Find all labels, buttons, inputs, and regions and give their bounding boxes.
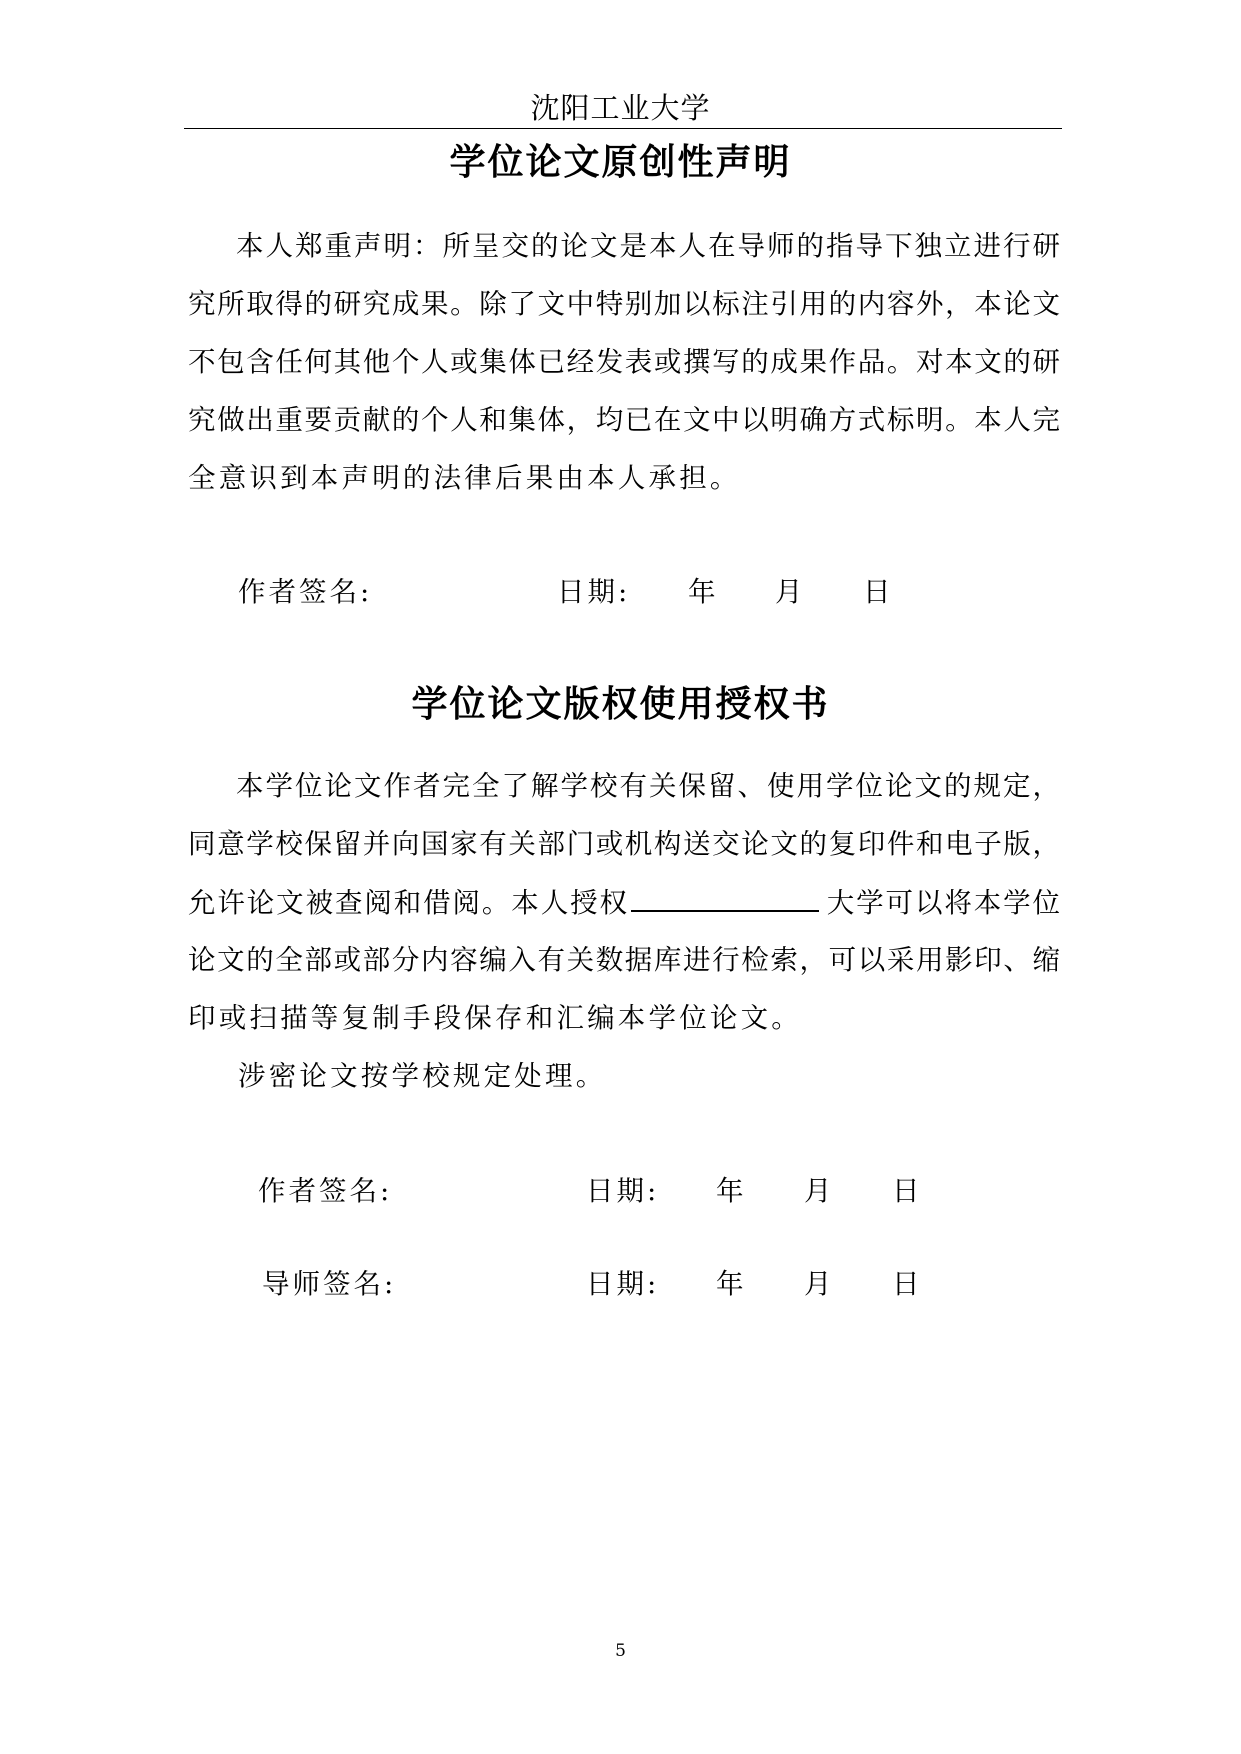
page-number: 5 [615, 1641, 626, 1661]
declaration-date-year: 年 [688, 576, 719, 608]
declaration-line-5: 全意识到本声明的法律后果由本人承担。 [188, 462, 741, 494]
authorization-line-2: 同意学校保留并向国家有关部门或机构送交论文的复印件和电子版， [188, 828, 1060, 860]
declaration-line-3: 不包含任何其他个人或集体已经发表或撰写的成果作品。对本文的研 [188, 346, 1060, 378]
authorization-line-4: 论文的全部或部分内容编入有关数据库进行检索，可以采用影印、缩 [188, 944, 1060, 976]
supervisor-signature-label: 导师签名: [262, 1268, 397, 1300]
confidential-note: 涉密论文按学校规定处理。 [238, 1060, 607, 1092]
header-divider [184, 128, 1062, 129]
declaration-author-signature-label: 作者签名: [238, 576, 373, 608]
author-date-year: 年 [716, 1175, 747, 1207]
supervisor-date-day: 日 [892, 1268, 923, 1300]
authorization-line-3-after: 大学可以将本学位 [824, 887, 1061, 919]
authorization-title: 学位论文版权使用授权书 [411, 684, 830, 725]
authorization-line-3-before: 允许论文被查阅和借阅。本人授权 [188, 887, 629, 919]
authorization-line-3 [188, 882, 1060, 923]
declaration-line-4: 究做出重要贡献的个人和集体，均已在文中以明确方式标明。本人完 [188, 404, 1060, 436]
authorization-line-1: 本学位论文作者完全了解学校有关保留、使用学位论文的规定， [236, 770, 1060, 802]
author-date-day: 日 [892, 1175, 923, 1207]
supervisor-date-year: 年 [716, 1268, 747, 1300]
declaration-line-1: 本人郑重声明：所呈交的论文是本人在导师的指导下独立进行研 [236, 230, 1060, 262]
authorization-line-5: 印或扫描等复制手段保存和汇编本学位论文。 [188, 1002, 802, 1034]
supervisor-date-label: 日期: [586, 1268, 660, 1300]
header-university: 沈阳工业大学 [530, 91, 711, 125]
author-date-month: 月 [804, 1175, 835, 1207]
declaration-line-2: 究所取得的研究成果。除了文中特别加以标注引用的内容外，本论文 [188, 288, 1060, 320]
supervisor-date-month: 月 [804, 1268, 835, 1300]
university-blank-field [631, 882, 819, 912]
author-signature-label: 作者签名: [258, 1175, 393, 1207]
declaration-title: 学位论文原创性声明 [449, 142, 792, 183]
author-date-label: 日期: [586, 1175, 660, 1207]
declaration-date-label: 日期: [557, 576, 631, 608]
declaration-date-month: 月 [775, 576, 806, 608]
declaration-date-day: 日 [863, 576, 894, 608]
